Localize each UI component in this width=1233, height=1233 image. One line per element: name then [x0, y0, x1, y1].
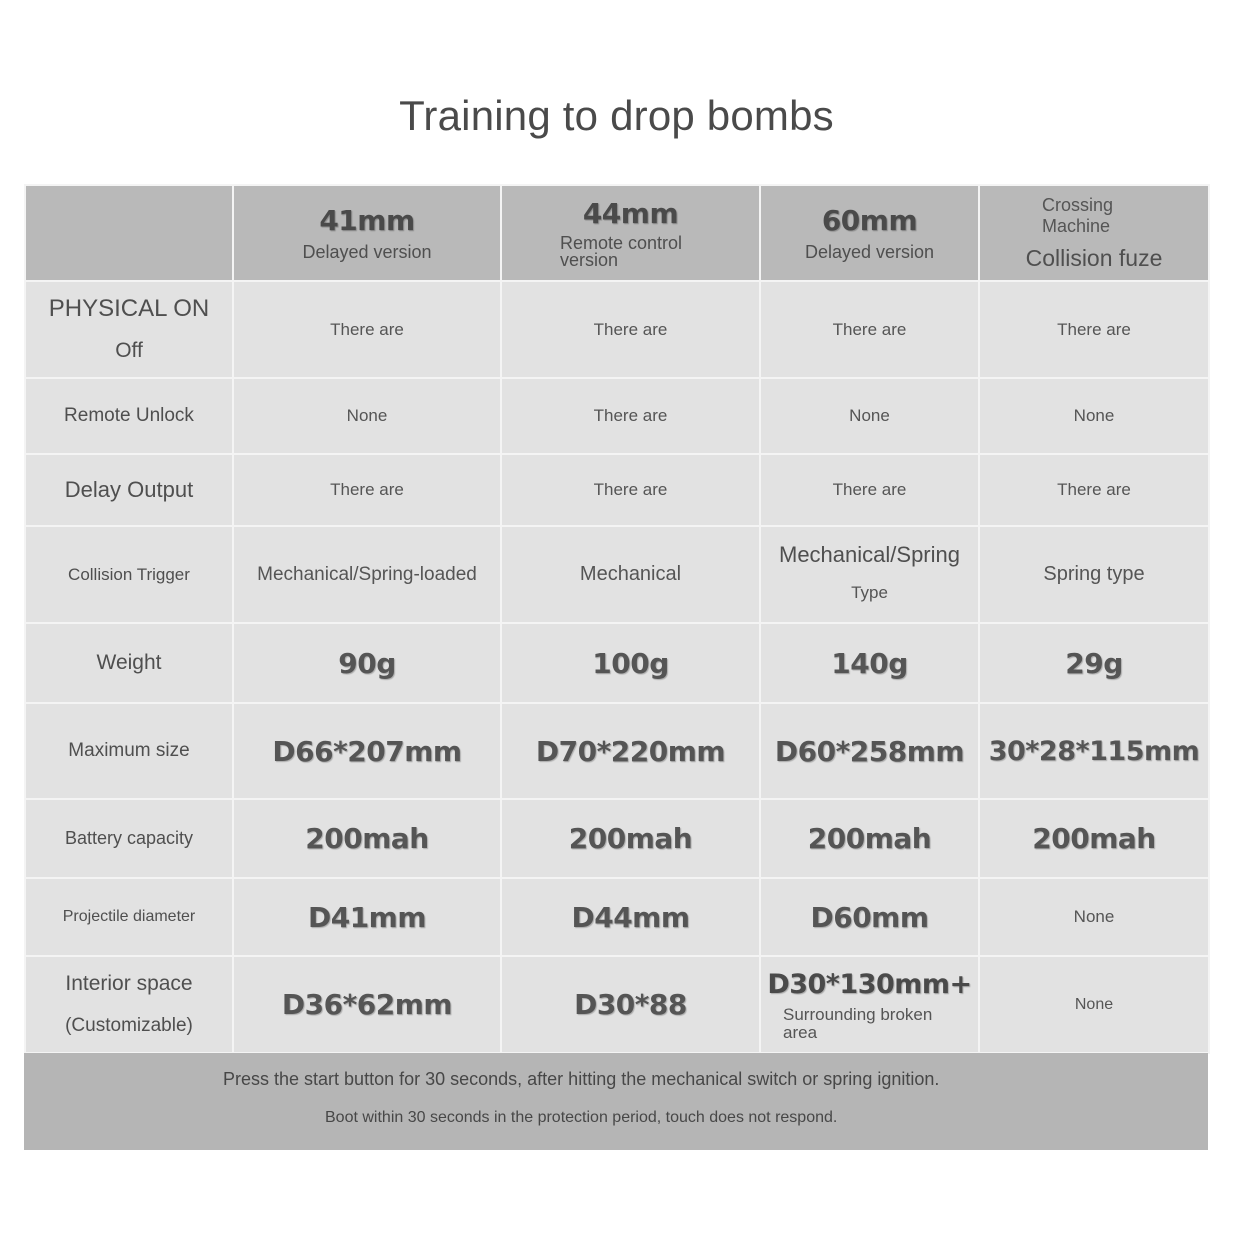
table-cell: D44mm — [501, 878, 760, 956]
row-label: Delay Output — [25, 454, 233, 526]
table-cell: There are — [501, 378, 760, 454]
table-cell: There are — [233, 281, 501, 378]
table-cell: 200mah — [501, 799, 760, 878]
row-label — [25, 956, 233, 1053]
table-cell: 30*28*115mm — [979, 703, 1209, 799]
table-cell: 29g — [979, 623, 1209, 703]
table-row — [25, 281, 1209, 378]
table-row — [25, 378, 1209, 454]
cell-line1: D30*130mm+ — [767, 968, 972, 1000]
row-label-line2: (Customizable) — [65, 1014, 193, 1036]
table-row — [25, 703, 1209, 799]
table-cell: None — [979, 878, 1209, 956]
header-size: 60mm — [821, 203, 918, 237]
table-cell: Spring type — [979, 526, 1209, 623]
table-row — [25, 956, 1209, 1053]
table-cell: D60mm — [760, 878, 979, 956]
table-cell: There are — [233, 454, 501, 526]
table-cell: 90g — [233, 623, 501, 703]
table-cell: There are — [501, 281, 760, 378]
footer-line2: Boot within 30 seconds in the protection period, touch does not respond. — [325, 1109, 838, 1126]
header-60mm — [760, 185, 979, 281]
header-crossing-line2: Machine — [1042, 215, 1111, 236]
header-version-line1: Remote control — [560, 233, 683, 253]
row-label-line1: Interior space — [65, 971, 193, 995]
header-size: 44mm — [582, 197, 679, 230]
table-cell: None — [979, 378, 1209, 454]
row-label: Collision Trigger — [25, 526, 233, 623]
table-row — [25, 454, 1209, 526]
table-cell: Mechanical — [501, 526, 760, 623]
table-cell: D41mm — [233, 878, 501, 956]
page-title: Training to drop bombs — [399, 92, 834, 139]
table-cell: D60*258mm — [760, 703, 979, 799]
header-empty-cell — [25, 185, 233, 281]
table-cell: There are — [760, 281, 979, 378]
header-crossing — [979, 185, 1209, 281]
header-version: Delayed version — [302, 241, 432, 262]
header-41mm — [233, 185, 501, 281]
table-cell: None — [233, 378, 501, 454]
row-label — [25, 281, 233, 378]
footer-note — [24, 1053, 1208, 1150]
header-44mm — [501, 185, 760, 281]
table-row — [25, 623, 1209, 703]
table-cell: 100g — [501, 623, 760, 703]
table-cell: There are — [979, 454, 1209, 526]
table-cell: There are — [760, 454, 979, 526]
table-cell: Mechanical/Spring-loaded — [233, 526, 501, 623]
header-version-line2: version — [560, 250, 619, 270]
table-cell: D30*88 — [501, 956, 760, 1053]
cell-line2: Surrounding broken — [783, 1004, 933, 1024]
row-label: Maximum size — [25, 703, 233, 799]
table-row — [25, 799, 1209, 878]
table-cell: 200mah — [233, 799, 501, 878]
table-cell: D70*220mm — [501, 703, 760, 799]
row-label: Weight — [25, 623, 233, 703]
header-version: Delayed version — [804, 241, 935, 262]
table-row — [25, 526, 1209, 623]
table-cell: 140g — [760, 623, 979, 703]
table-cell: There are — [501, 454, 760, 526]
cell-line2: Type — [851, 582, 888, 602]
table-cell — [760, 956, 979, 1053]
table-cell: D36*62mm — [233, 956, 501, 1053]
table-row — [25, 878, 1209, 956]
footer-line1: Press the start button for 30 seconds, after hitting the mechanical switch or spring ignition. — [223, 1069, 940, 1089]
spec-table — [24, 184, 1210, 1054]
table-cell: D66*207mm — [233, 703, 501, 799]
header-size: 41mm — [319, 203, 415, 237]
table-cell: 200mah — [760, 799, 979, 878]
row-label: Battery capacity — [25, 799, 233, 878]
header-crossing-line1: Crossing — [1042, 194, 1114, 215]
table-cell — [760, 526, 979, 623]
row-label: Projectile diameter — [25, 878, 233, 956]
row-label: Remote Unlock — [25, 378, 233, 454]
table-header-row — [25, 185, 1209, 281]
row-label-line1: PHYSICAL ON — [48, 294, 210, 322]
table-cell: There are — [979, 281, 1209, 378]
table-cell: 200mah — [979, 799, 1209, 878]
table-cell: None — [979, 956, 1209, 1053]
cell-line1: Mechanical/Spring — [779, 541, 960, 567]
table-cell: None — [760, 378, 979, 454]
header-collision-fuze: Collision fuze — [1025, 244, 1163, 271]
cell-line3: area — [783, 1022, 818, 1042]
row-label-line2: Off — [115, 338, 143, 362]
